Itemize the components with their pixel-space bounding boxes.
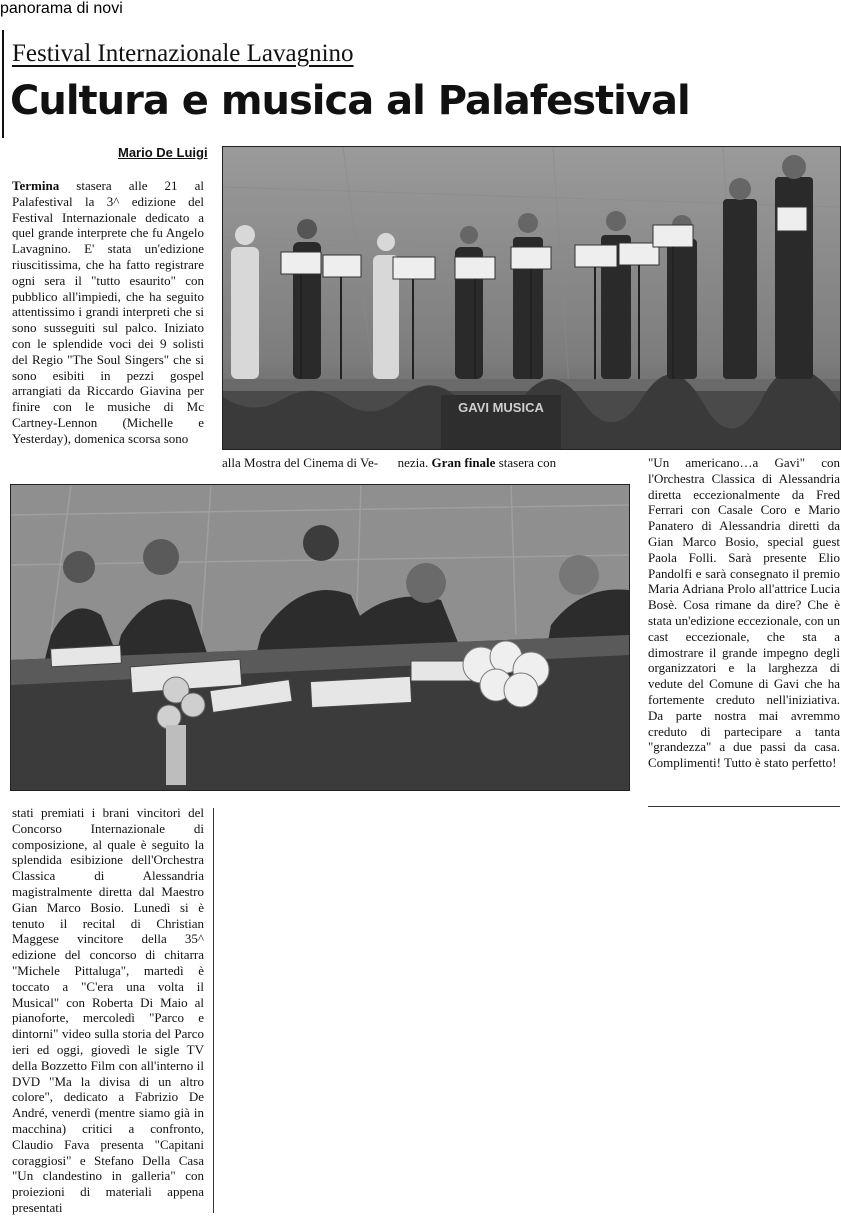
article-column-3 xyxy=(648,455,840,771)
byline: Mario De Luigi xyxy=(118,145,208,160)
strip-text-3: stasera con xyxy=(498,455,557,470)
strip-text-2: nezia. xyxy=(397,455,429,470)
kicker: Festival Internazionale Lavagnino xyxy=(12,40,354,67)
concert-stage-photo xyxy=(222,146,841,450)
headline: Cultura e musica al Palafestival xyxy=(10,78,690,124)
column-1-text: stasera alle 21 al Palafestival la 3^ edizione del Festival Internazionale dedicato a quel grande interprete che fu Angelo Lavagnino. E' stata un'edizione riuscitissima, che ha fatto registrare ogni sera il "tutto esaurito" con pubblico all'impiedi, che ha seguito attentissimo i grandi interpreti che si sono susseguiti sul palco. Iniziato con le splendide voci dei 9 solisti del Regio "The Soul Singers" che si sono esibiti in pezzi gospel arrangiati da Riccardo Giavina per finire con le musiche di Mc Cartney-Lennon (Michelle e Yesterday), domenica scorsa sono xyxy=(12,178,205,446)
masthead: panorama di novi xyxy=(0,0,123,17)
strip-text-1: alla Mostra del Cinema di Ve- xyxy=(222,455,379,470)
article-column-bottom xyxy=(12,805,204,1216)
stage-banner-text: GAVI MUSICA xyxy=(458,400,544,415)
continuation-strip xyxy=(222,455,632,471)
column-divider xyxy=(213,808,214,1213)
press-conference-photo xyxy=(10,484,630,791)
strip-bold: Gran finale xyxy=(431,455,496,470)
left-rule xyxy=(2,30,4,138)
lead-word: Termina xyxy=(12,178,60,193)
article-column-1 xyxy=(12,178,204,447)
bottom-column-text: stati premiati i brani vincitori del Concorso Internazionale di composizione, al quale è seguito la splendida esibizione dell'Orchestra Classica di Alessandria magistralmente diretta dal Maestro Gian Marco Bosio. Lunedì si è tenuto il recital di Christian Maggese vincitore della 35^ edizione del concorso di chitarra "Michele Pittaluga", martedì è toccato a "C'era una volta il Musical" con Roberta Di Maio al pianoforte, mercoledì "Parco e dintorni" video sulla storia del Parco ieri ed oggi, giovedì le sigle TV della Bozzetto Film con all'interno il DVD "Ma la divisa di un altro colore", dedicato a Fabrizio De André, venerdì (mentre siamo già in macchina) critici a confronto, Claudio Fava presenta "Capitani coraggiosi" e Stefano Della Casa "Un clandestino in galleria" con proiezioni di materiali appena presentati xyxy=(12,805,204,1215)
column-3-end-rule xyxy=(648,806,840,807)
column-3-text: "Un americano…a Gavi" con l'Orchestra Classica di Alessandria diretta eccezionalmente da Fred Ferrari con Casale Coro e Mario Panatero di Alessandria diretti da Gian Marco Bosio, special guest Paola Folli. Sarà presente Elio Pandolfi e sarà consegnato il premio Maria Adriana Prolo all'attrice Lucia Bosè. Cosa rimane da dire? Che è stata un'edizione eccezionale, con un cast eccezionale, che sta a dimostrare il grande impegno degli organizzatori e la larghezza di vedute del Comune di Gavi che ha fortemente creduto nell'iniziativa. Da parte nostra mai avremmo creduto di partecipare a tanta "grandezza" a due passi da casa. Complimenti! Tutto è stato perfetto! xyxy=(648,455,840,771)
